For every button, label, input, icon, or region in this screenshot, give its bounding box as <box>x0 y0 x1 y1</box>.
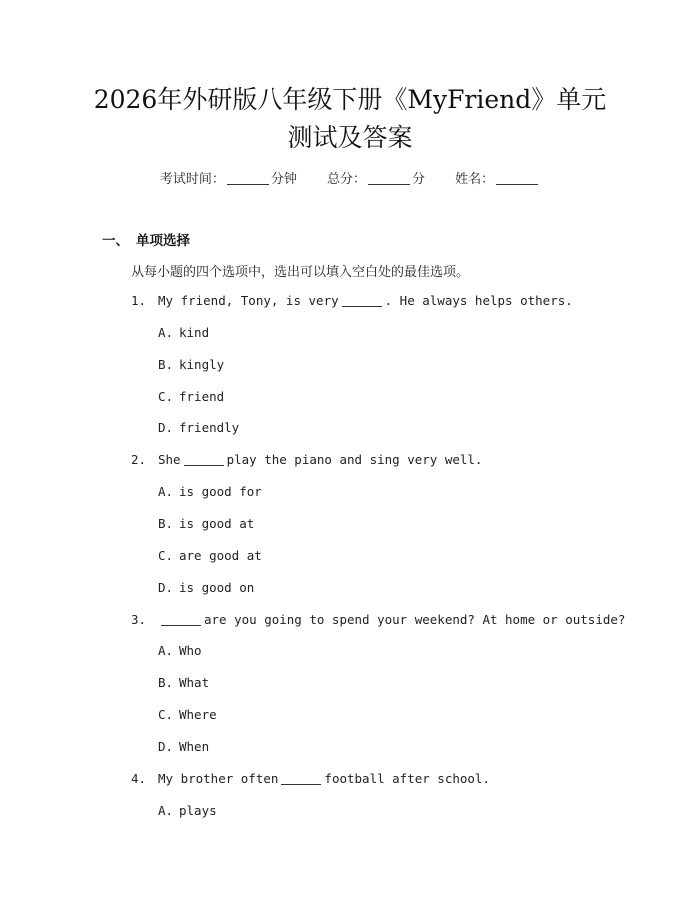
section-number: 一、 <box>102 233 129 249</box>
question-number: 3. <box>131 611 147 627</box>
answer-option <box>158 643 202 658</box>
exam-time-blank <box>227 171 269 185</box>
answer-option <box>158 803 217 818</box>
answer-blank <box>342 294 382 307</box>
answer-option <box>158 325 209 340</box>
answer-option <box>158 675 209 690</box>
option-letter: C. <box>158 547 174 563</box>
answer-option <box>158 389 224 404</box>
answer-option <box>158 739 209 754</box>
question-number: 1. <box>131 293 147 308</box>
option-letter: A. <box>158 324 174 340</box>
exam-info-row <box>0 168 700 187</box>
name-label: 姓名： <box>455 172 495 187</box>
option-letter: B. <box>158 356 174 372</box>
answer-option <box>158 580 254 595</box>
section-instruction: 从每小题的四个选项中，选出可以填入空白处的最佳选项。 <box>131 265 470 280</box>
total-score-unit: 分 <box>412 172 426 187</box>
answer-option <box>158 707 217 722</box>
question-text-before-blank: My friend, Tony, is very <box>158 293 339 308</box>
option-text: When <box>179 738 210 754</box>
option-letter: D. <box>158 579 174 595</box>
option-letter: A. <box>158 643 174 659</box>
name-group <box>455 168 540 187</box>
question-text-before-blank: She <box>158 452 181 468</box>
question-text-after-blank: are you going to spend your weekend? At home or outside? <box>204 611 626 627</box>
option-text: are good at <box>179 547 262 563</box>
total-score-label: 总分： <box>326 172 366 187</box>
answer-blank <box>161 613 201 626</box>
option-text: friend <box>179 388 225 404</box>
option-letter: A. <box>158 484 174 500</box>
option-text: Who <box>179 643 202 659</box>
question-text-after-blank: . He always helps others. <box>384 293 573 308</box>
document-title-line-1: 2026年外研版八年级下册《MyFriend》单元 <box>93 85 607 114</box>
option-text: kind <box>179 324 210 340</box>
answer-option <box>158 357 224 372</box>
option-text: Where <box>179 707 217 723</box>
document-title-line-2: 测试及答案 <box>287 123 413 152</box>
total-score-group <box>327 168 425 187</box>
section-title: 单项选择 <box>136 233 190 249</box>
question-stem <box>131 771 490 786</box>
question-text-after-blank: play the piano and sing very well. <box>226 452 483 468</box>
option-letter: B. <box>158 515 174 531</box>
question-number: 4. <box>131 770 147 786</box>
option-text: friendly <box>179 420 240 436</box>
exam-time-group <box>160 168 297 187</box>
answer-blank <box>184 453 224 466</box>
option-letter: B. <box>158 675 174 691</box>
exam-time-label: 考试时间： <box>159 172 225 187</box>
option-letter: D. <box>158 738 174 754</box>
question-stem <box>131 293 573 308</box>
option-letter: C. <box>158 707 174 723</box>
exam-time-unit: 分钟 <box>270 172 297 187</box>
option-letter: A. <box>158 802 174 818</box>
option-text: is good at <box>179 515 255 531</box>
question-text-after-blank: football after school. <box>324 770 490 786</box>
question-stem <box>131 612 625 627</box>
total-score-blank <box>368 171 410 185</box>
answer-option <box>158 548 262 563</box>
option-text: is good on <box>179 579 255 595</box>
answer-blank <box>281 772 321 785</box>
question-stem <box>131 452 482 467</box>
option-text: What <box>179 675 210 691</box>
option-text: kingly <box>179 356 225 372</box>
answer-option <box>158 420 239 435</box>
option-text: is good for <box>179 484 262 500</box>
answer-option <box>158 484 262 499</box>
option-letter: D. <box>158 420 174 436</box>
question-number: 2. <box>131 452 147 468</box>
name-blank <box>496 171 538 185</box>
question-text-before-blank: My brother often <box>158 770 279 786</box>
section-heading <box>102 229 190 249</box>
option-text: plays <box>179 802 217 818</box>
option-letter: C. <box>158 388 174 404</box>
answer-option <box>158 516 254 531</box>
